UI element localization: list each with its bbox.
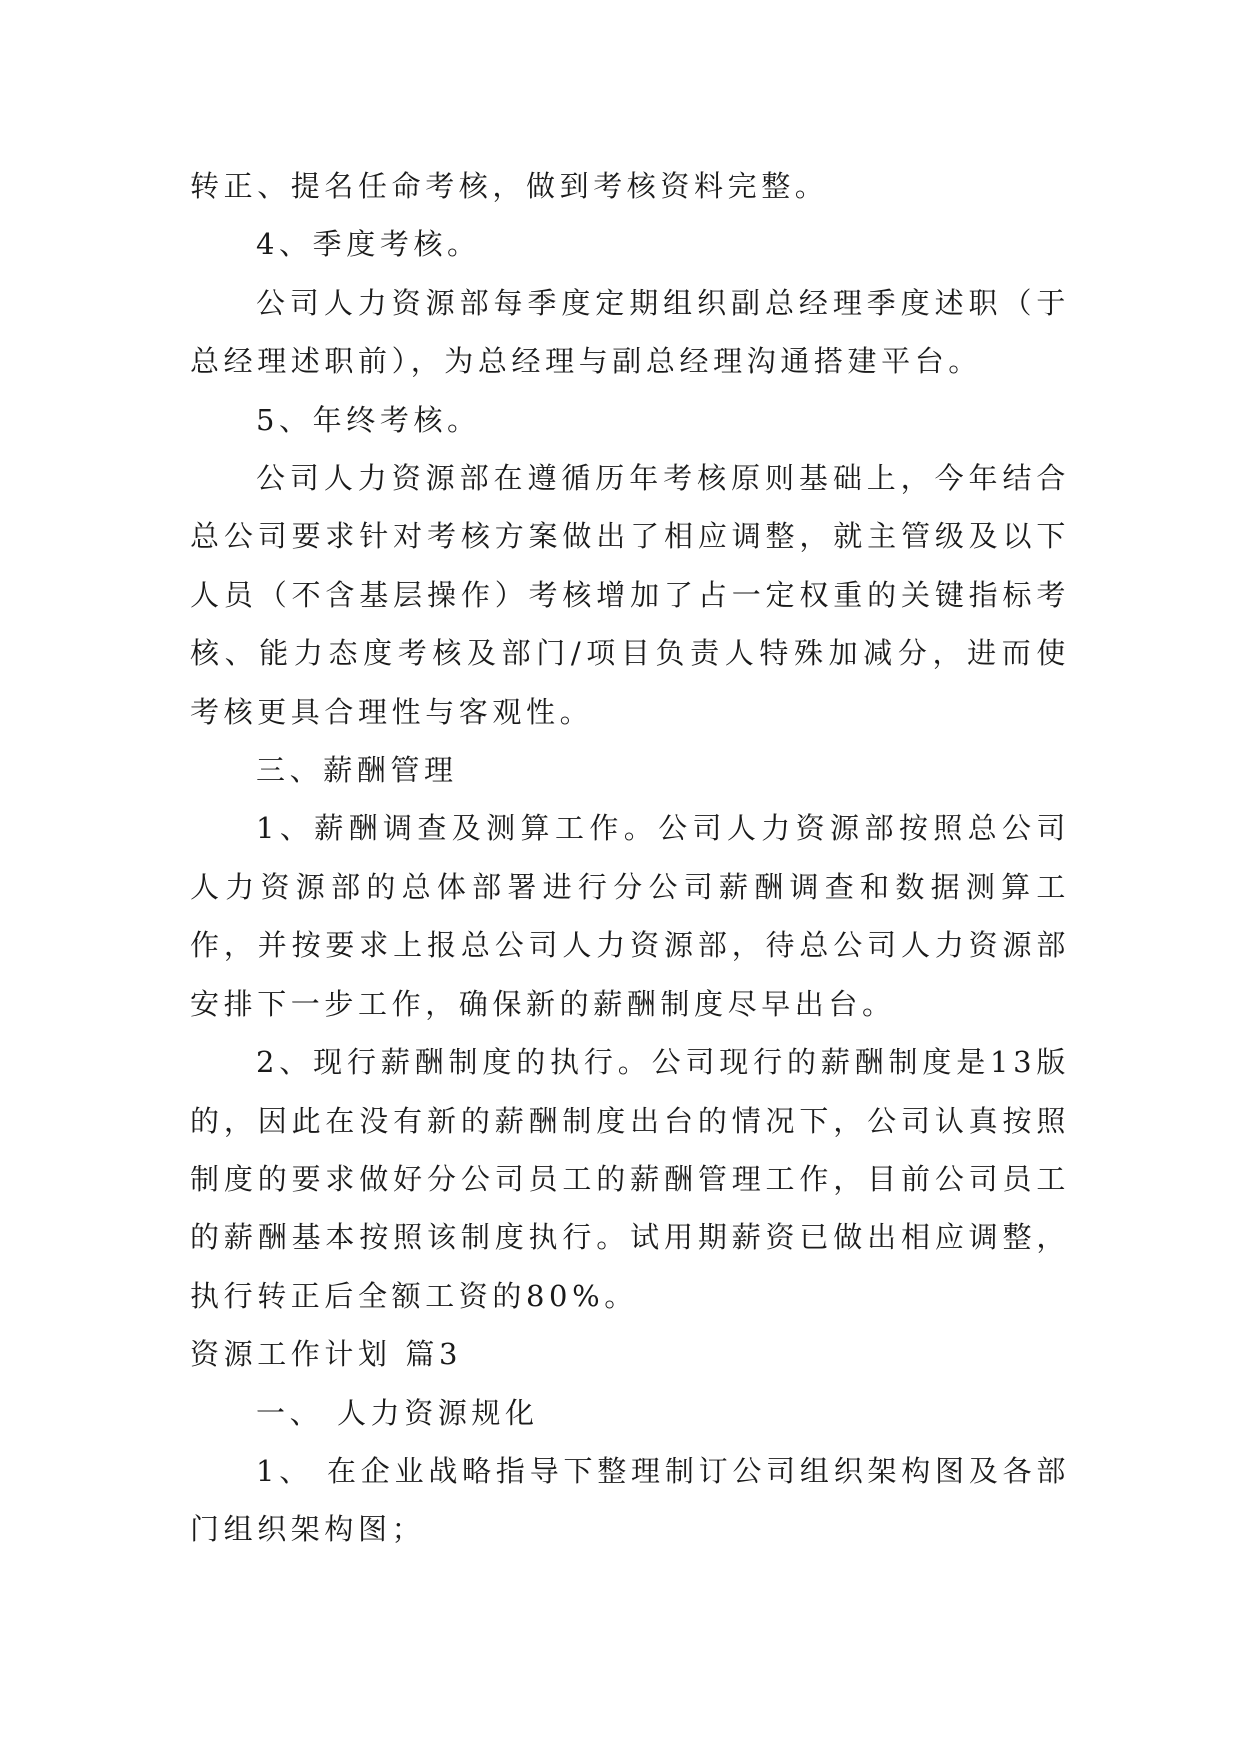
document-body	[190, 157, 1070, 1559]
paragraph-salary-survey: 1、薪酬调查及测算工作。公司人力资源部按照总公司人力资源部的总体部署进行分公司薪酬调查和数据测算工作，并按要求上报总公司人力资源部，待总公司人力资源部安排下一步工作，确保新的薪酬制度尽早出台。	[190, 811, 1070, 1021]
paragraph-org-chart: 1、 在企业战略指导下整理制订公司组织架构图及各部门组织架构图；	[190, 1453, 1070, 1547]
paragraph-annual-body: 公司人力资源部在遵循历年考核原则基础上，今年结合总公司要求针对考核方案做出了相应调整，就主管级及以下人员（不含基层操作）考核增加了占一定权重的关键指标考核、能力态度考核及部门/项目负责人特殊加减分，进而使考核更具合理性与客观性。	[190, 461, 1070, 729]
section-heading-hr-planning: 一、 人力资源规化	[256, 1395, 539, 1430]
paragraph-salary-execution: 2、现行薪酬制度的执行。公司现行的薪酬制度是13版的，因此在没有新的薪酬制度出台的情况下，公司认真按照制度的要求做好分公司员工的薪酬管理工作，目前公司员工的薪酬基本按照该制度执行。试用期薪资已做出相应调整，执行转正后全额工资的80%。	[190, 1045, 1070, 1313]
paragraph-annual-heading: 5、年终考核。	[256, 402, 481, 437]
document-title-plan-3: 资源工作计划 篇3	[190, 1337, 463, 1372]
paragraph-probation-assessment: 转正、提名任命考核，做到考核资料完整。	[190, 169, 829, 203]
paragraph-quarterly-body: 公司人力资源部每季度定期组织副总经理季度述职（于总经理述职前），为总经理与副总经理沟通搭建平台。	[190, 285, 1070, 379]
section-heading-salary: 三、薪酬管理	[256, 753, 458, 788]
paragraph-quarterly-heading: 4、季度考核。	[256, 227, 481, 262]
